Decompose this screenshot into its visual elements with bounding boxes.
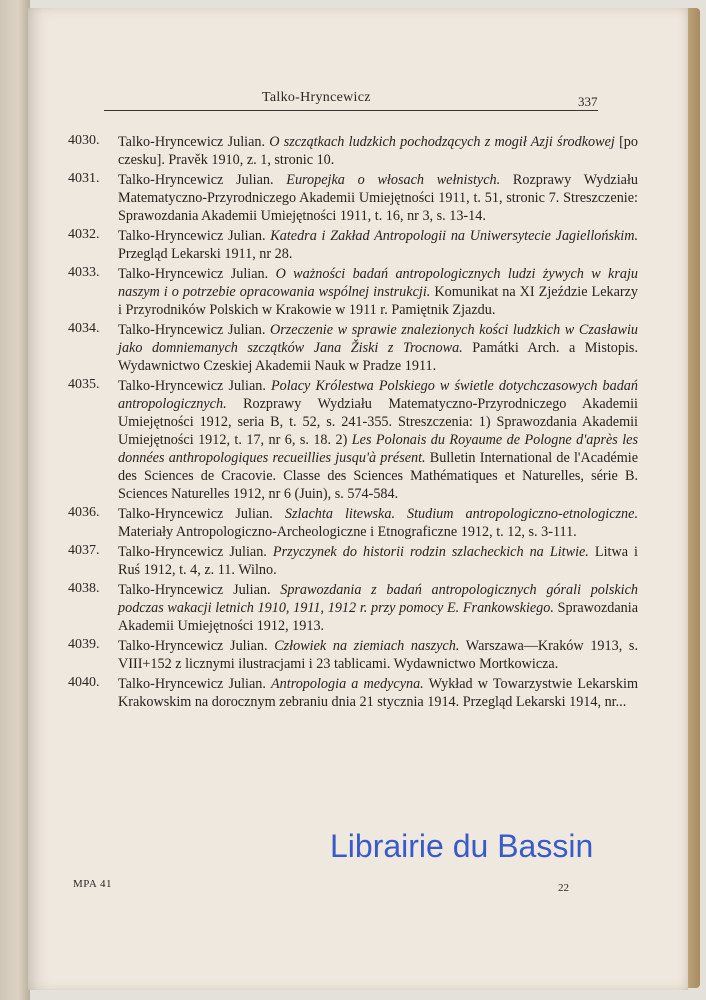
entry-number: 4033. bbox=[68, 265, 100, 280]
entry-details: Przegląd Lekarski 1911, nr 28. bbox=[118, 246, 293, 262]
entry-text bbox=[118, 675, 638, 711]
entry-details: Rozprawy Wydziału Matematyczno-Przyrodniczego Akademii Umiejętności 1911, t. 51, stronic 7. Streszczenie: Sprawozdania Akademii Umiejętności 1911, t. 16, nr 3, s. 13-14. bbox=[118, 172, 639, 224]
entry-details: Sprawozdania Akademii Umiejętności 1912, 1913. bbox=[118, 600, 638, 634]
bibliography-entry bbox=[68, 505, 678, 541]
entry-title: Polacy Królestwa Polskiego w świetle dotychczasowych badań antropologicznych. bbox=[118, 378, 638, 412]
entry-author: Talko-Hryncewicz Julian. bbox=[118, 676, 272, 692]
entry-text bbox=[118, 171, 638, 225]
bibliography-entry bbox=[68, 171, 678, 225]
entry-details: Rozprawy Wydziału Matematyczno-Przyrodniczego Akademii Umiejętności 1912, seria B, t. 52, s. 241-355. Streszczenia: 1) Sprawozdania Akademii Umiejętności 1912, t. 17, nr 6, s. 18. 2) bbox=[118, 396, 638, 448]
entry-author: Talko-Hryncewicz Julian. bbox=[118, 582, 281, 598]
entry-text bbox=[118, 227, 638, 263]
entry-author: Talko-Hryncewicz Julian. bbox=[118, 322, 271, 338]
entry-author: Talko-Hryncewicz Julian. bbox=[118, 266, 276, 282]
entry-title: Orzeczenie w sprawie znalezionych kości ludzkich w Czasławiu jako domniemanych szczątków Jana Žiski z Trocnowa. bbox=[118, 322, 638, 356]
bibliography-list bbox=[68, 133, 678, 713]
bibliography-entry bbox=[68, 543, 678, 579]
entry-title: Przyczynek do historii rodzin szlacheckich na Litwie. bbox=[272, 544, 589, 560]
entry-text bbox=[118, 133, 638, 169]
bibliography-entry bbox=[68, 675, 678, 711]
entry-details: Wykład w Towarzystwie Lekarskim Krakowskim na dorocznym zebraniu dnia 21 stycznia 1914. Przegląd Lekarski 1914, nr... bbox=[118, 676, 639, 710]
adjacent-page-edge bbox=[0, 0, 30, 1000]
entry-number: 4036. bbox=[68, 505, 100, 520]
entry-title: Człowiek na ziemiach naszych. bbox=[274, 638, 460, 654]
entry-title-french: Les Polonais du Royaume de Pologne d'après les données anthropologiques recueillies jusqu'à présent. bbox=[118, 432, 639, 466]
bibliography-entry bbox=[68, 227, 678, 263]
entry-number: 4030. bbox=[68, 133, 100, 148]
bibliography-entry bbox=[68, 581, 678, 635]
entry-details: [po czesku]. Pravěk 1910, z. 1, stronic 10. bbox=[118, 134, 638, 168]
entry-author: Talko-Hryncewicz Julian. bbox=[118, 378, 271, 394]
entry-number: 4035. bbox=[68, 377, 100, 392]
entry-text bbox=[118, 265, 638, 319]
entry-details: Litwa i Ruś 1912, t. 4, z. 11. Wilno. bbox=[118, 544, 638, 578]
entry-title: Katedra i Zakład Antropologii na Uniwersytecie Jagiellońskim. bbox=[270, 228, 639, 244]
entry-author: Talko-Hryncewicz Julian. bbox=[118, 228, 271, 244]
entry-details-french: Bulletin International de l'Académie des Sciences de Cracovie. Classe des Sciences Mathématiques et Naturelles, série B. Sciences Naturelles 1912, nr 6 (Juin), s. 574-584. bbox=[118, 450, 638, 502]
bibliography-entry bbox=[68, 377, 678, 503]
entry-number: 4038. bbox=[68, 581, 100, 596]
entry-number: 4034. bbox=[68, 321, 100, 336]
entry-details: Komunikat na XI Zjeździe Lekarzy i Przyrodników Polskich w Krakowie w 1911 r. Pamiętnik Zjazdu. bbox=[118, 284, 639, 318]
entry-number: 4032. bbox=[68, 227, 100, 242]
header-rule bbox=[104, 110, 598, 111]
entry-text bbox=[118, 543, 638, 579]
entry-details: Warszawa—Kraków 1913, s. VIII+152 z licznymi ilustracjami i 23 tablicami. Wydawnictwo Mortkowicza. bbox=[118, 638, 639, 672]
entry-details: Památki Arch. a Mistopis. Wydawnictwo Czeskiej Akademii Nauk w Pradze 1911. bbox=[118, 340, 638, 374]
entry-author: Talko-Hryncewicz Julian. bbox=[118, 506, 285, 522]
entry-text bbox=[118, 505, 638, 541]
entry-title: Szlachta litewska. Studium antropologiczno-etnologiczne. bbox=[284, 506, 638, 522]
entry-author: Talko-Hryncewicz Julian. bbox=[118, 134, 270, 150]
bibliography-entry bbox=[68, 321, 678, 375]
running-header bbox=[68, 90, 680, 112]
entry-author: Talko-Hryncewicz Julian. bbox=[118, 544, 273, 560]
entry-number: 4031. bbox=[68, 171, 100, 186]
header-title: Talko-Hryncewicz bbox=[262, 90, 371, 105]
entry-text bbox=[118, 637, 638, 673]
page-number: 337 bbox=[578, 94, 598, 109]
entry-title: Sprawozdania z badań antropologicznych górali polskich podczas wakacji letnich 1910, 1911, 1912 r. przy pomocy E. Frankowskiego. bbox=[118, 582, 638, 616]
bibliography-entry bbox=[68, 637, 678, 673]
entry-author: Talko-Hryncewicz Julian. bbox=[118, 172, 287, 188]
printer-signature: MPA 41 bbox=[73, 878, 112, 890]
entry-title: O szczątkach ludzkich pochodzących z mogił Azji środkowej bbox=[269, 134, 615, 150]
entry-text bbox=[118, 321, 638, 375]
entry-title: Europejka o włosach wełnistych. bbox=[286, 172, 501, 188]
entry-text bbox=[118, 581, 638, 635]
entry-text bbox=[118, 377, 638, 503]
entry-details: Materiały Antropologiczno-Archeologiczne i Etnograficzne 1912, t. 12, s. 3-111. bbox=[118, 524, 577, 540]
sheet-number: 22 bbox=[558, 882, 569, 894]
watermark-text: Librairie du Bassin bbox=[330, 828, 594, 864]
bibliography-entry bbox=[68, 265, 678, 319]
entry-title: O ważności badań antropologicznych ludzi żywych w kraju naszym i o potrzebie opracowania wspólnej instrukcji. bbox=[118, 266, 638, 300]
entry-number: 4039. bbox=[68, 637, 100, 652]
entry-number: 4040. bbox=[68, 675, 100, 690]
bibliography-entry bbox=[68, 133, 678, 169]
entry-title: Antropologia a medycyna. bbox=[271, 676, 424, 692]
entry-number: 4037. bbox=[68, 543, 100, 558]
entry-author: Talko-Hryncewicz Julian. bbox=[118, 638, 275, 654]
